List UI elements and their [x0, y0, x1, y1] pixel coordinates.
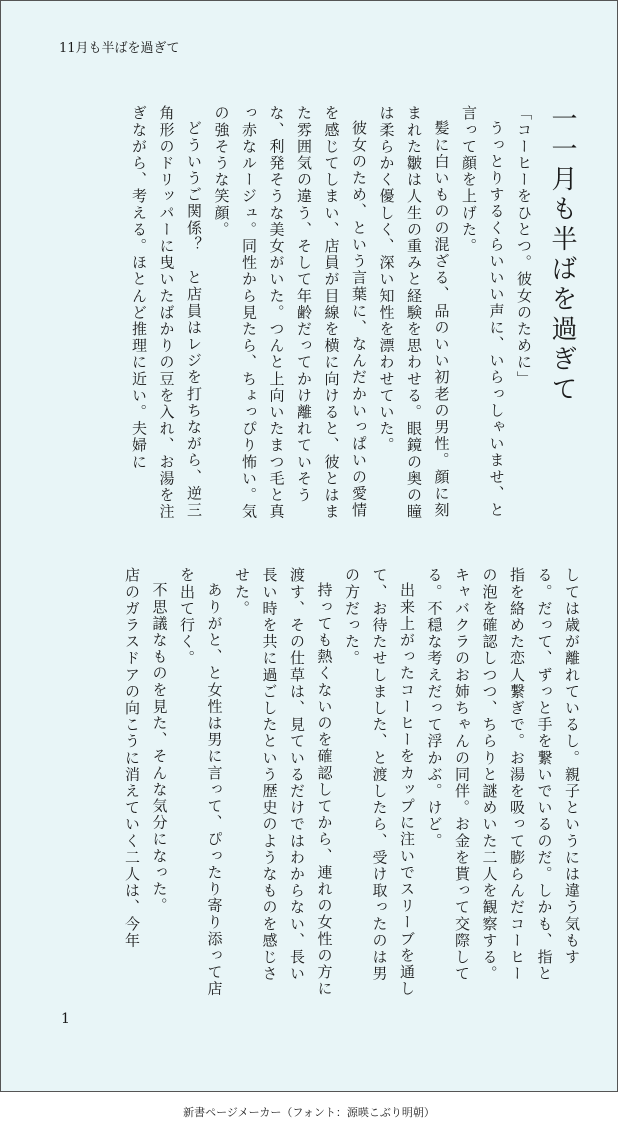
paragraph: どういうご関係？ と店員はレジを打ちながら、逆三角形のドリッパーに曳いたばかりの豆を入れ、お湯を注ぎながら、考える。ほとんど推理に近い。夫婦に	[130, 105, 203, 520]
paragraph: 店のガラスドアの向こうに消えていく二人は、今年	[123, 567, 141, 949]
page-number: 1	[61, 1011, 70, 1027]
paragraph: 出来上がったコーヒーをカップに注いでスリーブを通して、お待たせしました、と渡したら、受け取ったのは男の方だった。	[343, 567, 416, 997]
paragraph: 彼女のため、という言葉に、なんだかいっぱいの愛情を感じてしまい、店員が目線を横に向けると、彼とはまた雰囲気の違う、そして年齢だってかけ離れていそうな、利発そうな美女がいた。つんと上向いたまつ毛と真っ赤なルージュ。同性から見たら、ちょっぴり怖い。気の強そうな笑顔。	[212, 105, 368, 520]
paragraph: 髪に白いものの混ざる、品のいい初老の男性。顔に刻まれた皺は人生の重みと経験を思わせる。眼鏡の奥の瞳は柔らかく優しく、深い知性を漂わせていた。	[377, 105, 451, 520]
paragraph: しては歳が離れているし。親子というには違う気もする。だって、ずっと手を繋いでいるのだ。しかも、指と指を絡めた恋人繋ぎで。お湯を吸って膨らんだコーヒーの泡を確認しつつ、ちらりと謎めいた二人を観察する。キャバクラのお姉ちゃんの同伴。お金を貰って交際してる。不穏な考えだって浮かぶ。けど。	[425, 567, 581, 982]
upper-text-block	[59, 105, 537, 525]
chapter-title: 一一月も半ばを過ぎて	[547, 105, 577, 405]
paragraph: うっとりするくらいいい声に、いらっしゃいませ、と言って顔を上げた。	[460, 105, 506, 519]
paragraph: 不思議なものを見た、そんな気分になった。	[150, 582, 169, 914]
paragraph: 持っても熱くないのを確認してから、連れの女性の方に渡す、その仕草は、見ているだけではわからない、長い長い時を共に過ごしたという歴史のようなものを感じさせた。	[233, 567, 334, 997]
credit-line: 新書ページメーカー（フォント：源暎こぶり明朝）	[183, 1106, 435, 1119]
running-title: 11月も半ばを過ぎて	[59, 41, 180, 56]
paragraph: ありがと、と女性は男に言って、ぴったり寄り添って店を出て行く。	[178, 567, 224, 997]
paragraph: 「コーヒーをひとつ。彼女のために」	[515, 105, 533, 388]
lower-text-block	[59, 567, 585, 997]
